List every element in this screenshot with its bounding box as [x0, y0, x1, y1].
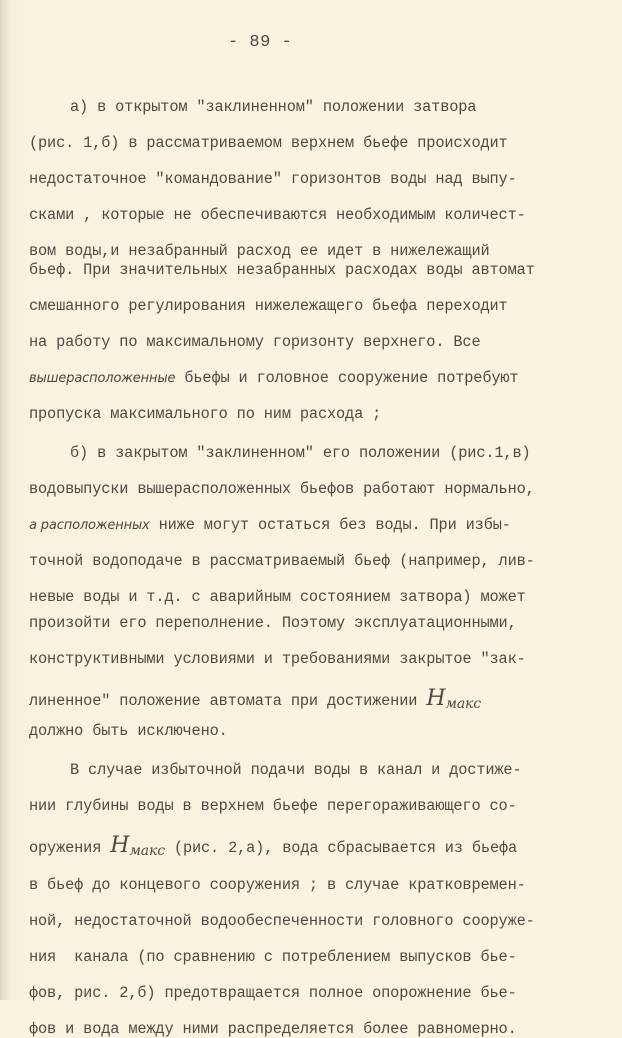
- text-line: оружения Hмакс (рис. 2,а), вода сбрасывается из бьефа: [29, 833, 518, 859]
- text-line: фов и вода между ними распределяется более равномерно.: [29, 1020, 517, 1038]
- text-line: б) в закрытом "заклиненном" его положении (рис.1,в): [70, 444, 531, 462]
- text-line: а расположенных ниже могут остаться без воды. При избы-: [29, 516, 511, 534]
- subscript-maks: макс: [445, 696, 481, 712]
- text-line: водовыпуски вышерасположенных бьефов работают нормально,: [29, 480, 535, 498]
- text-line: на работу по максимальному горизонту верхнего. Все: [29, 333, 481, 351]
- text-line: в бьеф до концевого сооружения ; в случае кратковремен-: [29, 876, 526, 894]
- text-line: вышерасположенные бьефы и головное сооружение потребуют: [29, 369, 519, 387]
- text-line: точной водоподаче в рассматриваемый бьеф (например, лив-: [29, 552, 535, 570]
- text-line: а) в открытом "заклиненном" положении затвора: [70, 98, 477, 116]
- text-line: ной, недостаточной водообеспеченности головного сооруже-: [29, 912, 535, 930]
- text-line: (рис. 1,б) в рассматриваемом верхнем бьефе происходит: [29, 134, 508, 152]
- text-line: пропуска максимального по ним расхода ;: [29, 405, 382, 423]
- text-line: недостаточное "командование" горизонтов воды над выпу-: [29, 170, 517, 188]
- text-line: нии глубины воды в верхнем бьефе перегораживающего со-: [29, 797, 517, 815]
- text-line: сками , которые не обеспечиваются необходимым количест-: [29, 206, 526, 224]
- symbol-H: H: [426, 686, 446, 711]
- page-number: - 89 -: [228, 33, 293, 52]
- text-line: смешанного регулирования нижележащего бьефа переходит: [29, 297, 508, 315]
- text-line: линенное" положение автомата при достижении Hмакс: [29, 686, 481, 712]
- symbol-H: H: [110, 833, 130, 858]
- text-line: В случае избыточной подачи воды в канал и достиже-: [70, 761, 522, 779]
- text-line: произойти его переполнение. Поэтому эксплуатационными,: [29, 614, 517, 632]
- handwritten-insert: а расположенных: [29, 518, 150, 533]
- text-line: конструктивными условиями и требованиями закрытое "зак-: [29, 650, 526, 668]
- handwritten-insert: вышерасположенные: [29, 371, 176, 386]
- text-line: ния канала (по сравнению с потреблением выпусков бье-: [29, 948, 517, 966]
- text-line: невые воды и т.д. с аварийным состоянием затвора) может: [29, 588, 526, 606]
- text-line: фов, рис. 2,б) предотвращается полное опорожнение бье-: [29, 984, 517, 1002]
- text-line: должно быть исключено.: [29, 722, 228, 740]
- subscript-maks: макс: [129, 843, 165, 859]
- text-line: вом воды,и незабранный расход ее идет в нижележащий: [29, 242, 490, 260]
- text-line: бьеф. При значительных незабранных расходах воды автомат: [29, 261, 535, 279]
